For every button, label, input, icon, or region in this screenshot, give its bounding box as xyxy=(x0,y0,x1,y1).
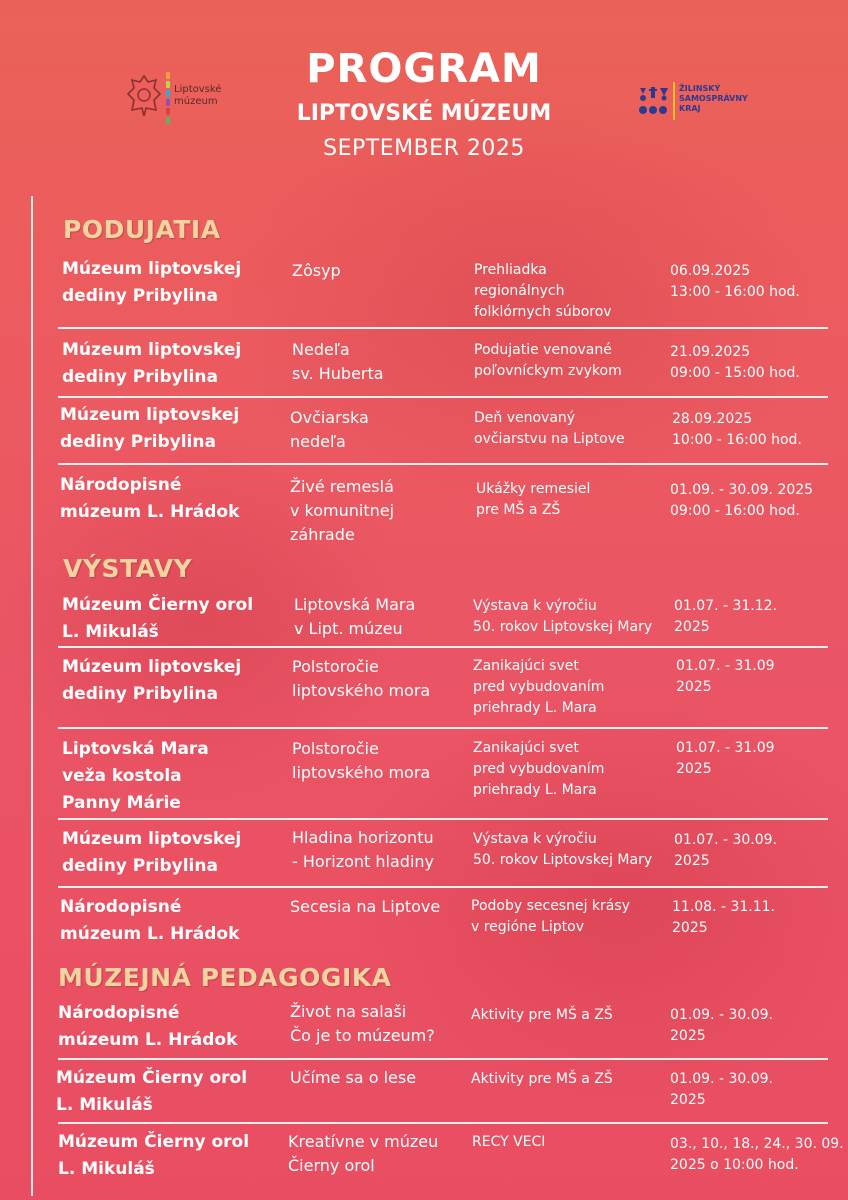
row-description: Výstava k výročiu 50. rokov Liptovskej Mary xyxy=(473,598,653,635)
row-divider xyxy=(58,396,828,398)
row-description: Podoby secesnej krásy v regióne Liptov xyxy=(471,898,630,935)
row-date: 01.07. - 30.09. 2025 xyxy=(674,832,778,869)
vertical-divider xyxy=(31,196,33,1196)
row-description: Deň venovaný ovčiarstvu na Liptove xyxy=(474,410,625,447)
row-date: 01.07. - 31.09 2025 xyxy=(676,740,775,777)
row-divider xyxy=(58,463,828,465)
row-description: Ukážky remesiel pre MŠ a ZŠ xyxy=(476,481,591,518)
row-place: Múzeum Čierny orol L. Mikuláš xyxy=(62,595,254,642)
logo-left-text: Liptovské múzeum xyxy=(174,84,222,107)
row-description: Výstava k výročiu 50. rokov Liptovskej Mary xyxy=(473,831,653,868)
row-divider xyxy=(58,886,828,888)
row-place: Múzeum liptovskej dediny Pribylina xyxy=(62,829,242,876)
row-date: 21.09.2025 09:00 - 15:00 hod. xyxy=(670,344,800,381)
row-divider xyxy=(58,818,828,820)
section-vystavy: VÝSTAVY xyxy=(63,554,193,583)
row-divider xyxy=(58,646,828,648)
row-event: Život na salaši Čo je to múzeum? xyxy=(290,1002,435,1045)
row-event: Hladina horizontu - Horizont hladiny xyxy=(292,828,434,871)
row-event: Ovčiarska nedeľa xyxy=(290,408,369,451)
row-date: 01.07. - 31.12. 2025 xyxy=(674,598,778,635)
row-event: Učíme sa o lese xyxy=(290,1068,417,1087)
row-event: Živé remeslá v komunitnej záhrade xyxy=(290,477,395,544)
row-date: 01.09. - 30.09. 2025 xyxy=(670,1007,774,1044)
page-month: SEPTEMBER 2025 xyxy=(323,136,525,161)
section-pedagogika: MÚZEJNÁ PEDAGOGIKA xyxy=(58,963,392,992)
row-description: Prehliadka regionálnych folklórnych súborov xyxy=(474,262,612,320)
row-place: Múzeum liptovskej dediny Pribylina xyxy=(60,405,240,452)
row-date: 06.09.2025 13:00 - 16:00 hod. xyxy=(670,263,800,300)
row-place: Múzeum liptovskej dediny Pribylina xyxy=(62,340,242,387)
row-place: Národopisné múzeum L. Hrádok xyxy=(58,1003,238,1050)
logo-right-text: ŽILINSKÝ SAMOSPRÁVNY KRAJ xyxy=(679,84,748,113)
row-date: 11.08. - 31.11. 2025 xyxy=(672,899,776,936)
row-event: Polstoročie liptovského mora xyxy=(292,739,431,782)
page-title: PROGRAM xyxy=(306,46,542,92)
row-event: Secesia na Liptove xyxy=(290,897,441,916)
row-description: Aktivity pre MŠ a ZŠ xyxy=(471,1071,613,1087)
row-description: Aktivity pre MŠ a ZŠ xyxy=(471,1007,613,1023)
row-description: Zanikajúci svet pred vybudovaním priehrady L. Mara xyxy=(473,740,605,798)
row-description: Zanikajúci svet pred vybudovaním priehrady L. Mara xyxy=(473,658,605,716)
row-place: Múzeum liptovskej dediny Pribylina xyxy=(62,259,242,306)
row-event: Zôsyp xyxy=(292,261,341,280)
row-divider xyxy=(58,1122,828,1124)
row-description: RECY VECI xyxy=(472,1134,546,1150)
row-date: 03., 10., 18., 24., 30. 09. 2025 o 10:00 hod. xyxy=(670,1136,844,1173)
row-date: 01.09. - 30.09. 2025 09:00 - 16:00 hod. xyxy=(670,482,814,519)
page-subtitle: LIPTOVSKÉ MÚZEUM xyxy=(296,101,552,126)
row-event: Kreatívne v múzeu Čierny orol xyxy=(288,1132,439,1175)
row-divider xyxy=(58,327,828,329)
section-podujatia: PODUJATIA xyxy=(63,215,221,244)
row-event: Liptovská Mara v Lipt. múzeu xyxy=(294,595,416,638)
row-date: 28.09.2025 10:00 - 16:00 hod. xyxy=(672,411,802,448)
row-place: Liptovská Mara veža kostola Panny Márie xyxy=(62,739,209,813)
row-date: 01.07. - 31.09 2025 xyxy=(676,658,775,695)
row-divider xyxy=(58,727,828,729)
row-place: Múzeum Čierny orol L. Mikuláš xyxy=(58,1132,250,1179)
row-divider xyxy=(58,1058,828,1060)
row-place: Múzeum Čierny orol L. Mikuláš xyxy=(56,1068,248,1115)
row-date: 01.09. - 30.09. 2025 xyxy=(670,1071,774,1108)
row-place: Múzeum liptovskej dediny Pribylina xyxy=(62,657,242,704)
row-event: Polstoročie liptovského mora xyxy=(292,657,431,700)
row-description: Podujatie venované poľovníckym zvykom xyxy=(474,342,622,379)
row-event: Nedeľa sv. Huberta xyxy=(292,340,384,383)
row-place: Národopisné múzeum L. Hrádok xyxy=(60,475,240,522)
row-place: Národopisné múzeum L. Hrádok xyxy=(60,897,240,944)
